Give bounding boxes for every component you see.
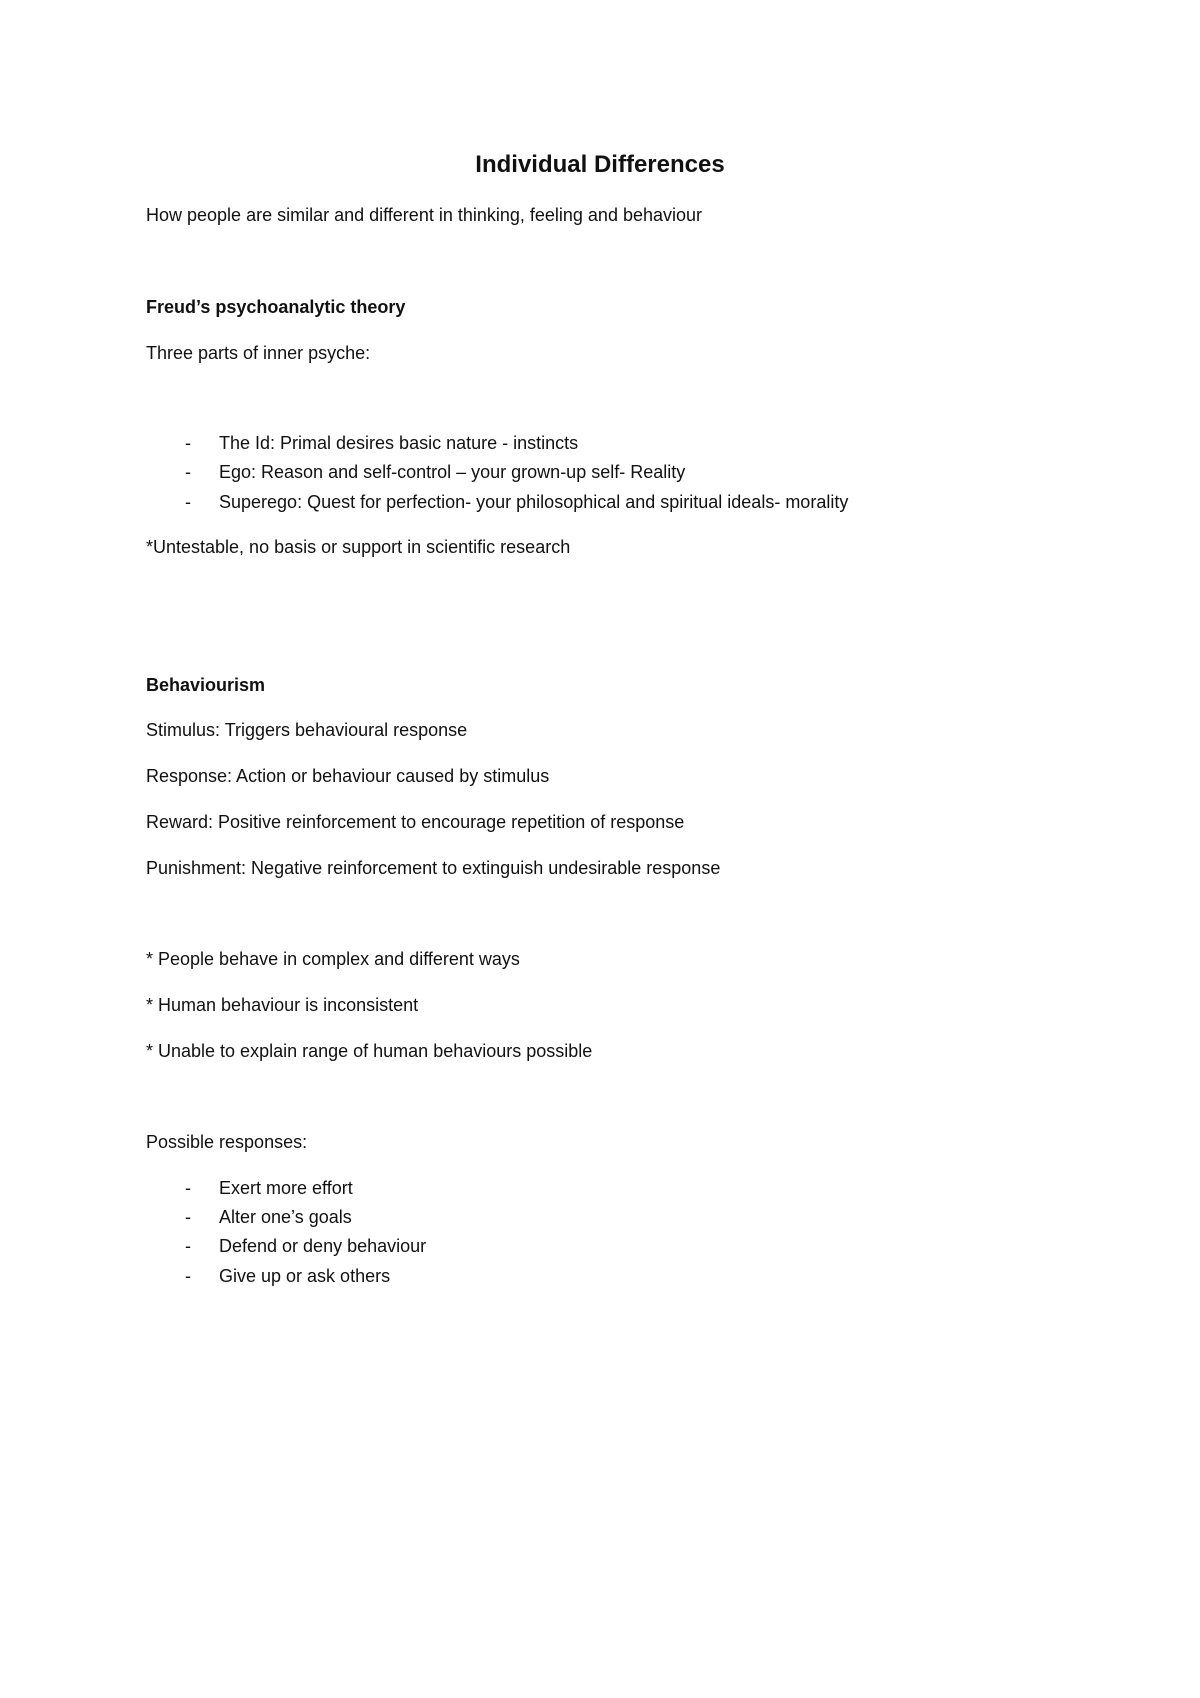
list-bullet: - <box>185 1236 191 1256</box>
list-bullet: - <box>185 462 191 482</box>
list-bullet: - <box>185 1207 191 1227</box>
definition-stimulus: Stimulus: Triggers behavioural response <box>146 720 468 740</box>
definition-reward: Reward: Positive reinforcement to encourage repetition of response <box>146 812 685 832</box>
definition-response: Response: Action or behaviour caused by stimulus <box>146 766 550 786</box>
list-bullet: - <box>185 433 191 453</box>
page-title: Individual Differences <box>475 151 725 178</box>
freud-heading: Freud’s psychoanalytic theory <box>146 297 406 317</box>
list-bullet: - <box>185 1178 191 1198</box>
criticism-item: * Human behaviour is inconsistent <box>146 995 419 1015</box>
page-subtitle: How people are similar and different in thinking, feeling and behaviour <box>146 205 703 225</box>
behaviourism-heading: Behaviourism <box>146 675 266 695</box>
list-item-text: Defend or deny behaviour <box>219 1236 427 1256</box>
list-item-text: The Id: Primal desires basic nature - instincts <box>219 433 579 453</box>
criticism-item: * People behave in complex and different ways <box>146 949 520 969</box>
list-bullet: - <box>185 1266 191 1286</box>
list-item-text: Exert more effort <box>219 1178 353 1198</box>
definition-punishment: Punishment: Negative reinforcement to extinguish undesirable response <box>146 858 721 878</box>
list-item-text: Ego: Reason and self-control – your grown-up self- Reality <box>219 462 686 482</box>
list-bullet: - <box>185 492 191 512</box>
list-item-text: Superego: Quest for perfection- your philosophical and spiritual ideals- morality <box>219 492 849 512</box>
list-item-text: Alter one’s goals <box>219 1207 352 1227</box>
responses-intro: Possible responses: <box>146 1132 308 1152</box>
criticism-item: * Unable to explain range of human behaviours possible <box>146 1041 593 1061</box>
freud-note: *Untestable, no basis or support in scientific research <box>146 537 571 557</box>
list-item-text: Give up or ask others <box>219 1266 391 1286</box>
freud-intro: Three parts of inner psyche: <box>146 343 371 363</box>
